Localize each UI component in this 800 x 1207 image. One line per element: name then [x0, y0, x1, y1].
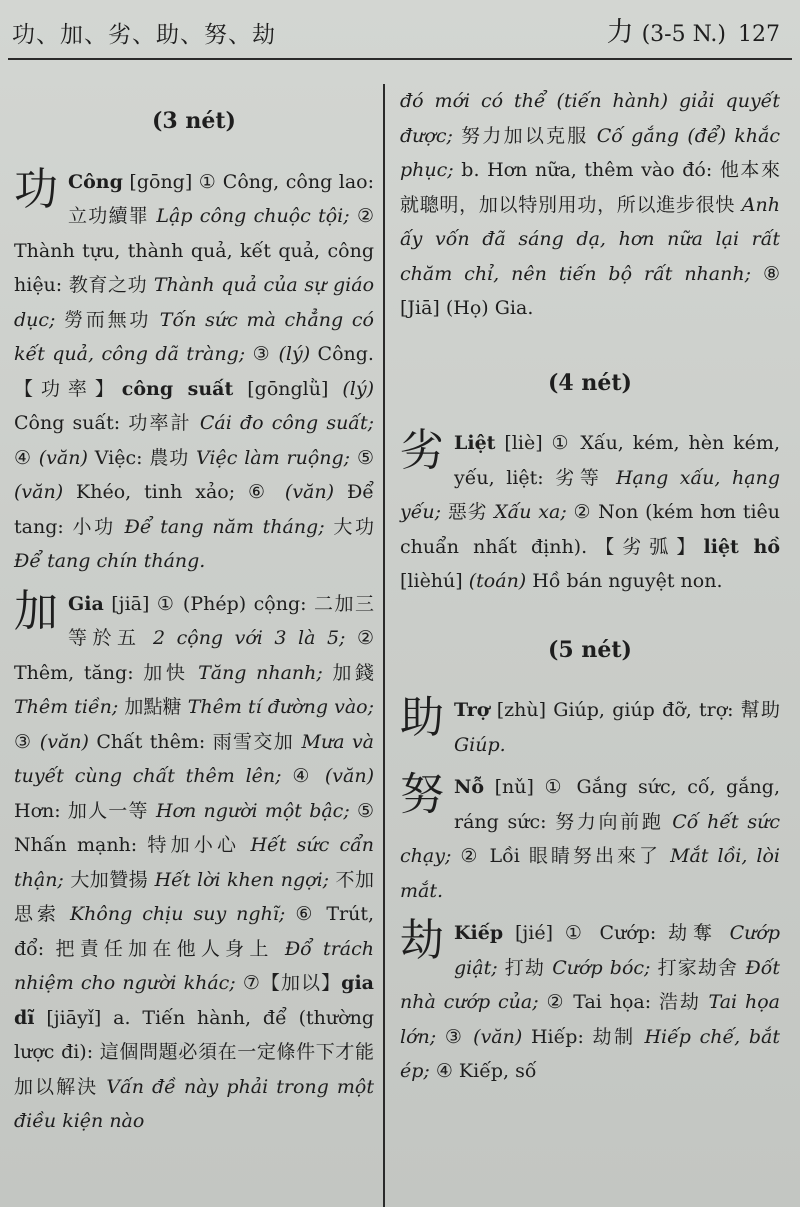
dictionary-entry: [14, 587, 374, 1139]
gloss-example: Thêm tiền;: [14, 696, 119, 718]
stroke-heading-4: (4 nét): [548, 369, 632, 396]
definition-text: [gōng] ① Công, công lao: 立功續罪: [68, 170, 374, 227]
gloss-example: Đốt nhà cướp của;: [400, 956, 780, 1013]
gloss-example: Cố hết sức chạy;: [400, 810, 780, 867]
gloss-example: (văn): [38, 446, 88, 469]
gloss-example: Hết sức cẩn thận;: [14, 834, 374, 891]
transliteration: Công: [68, 170, 123, 193]
definition-text: Để tang: 小功: [14, 481, 374, 538]
left-column: [14, 90, 374, 1147]
right-column: [400, 84, 780, 1097]
gloss-example: Hạng xấu, hạng yếu;: [400, 466, 780, 523]
gloss-example: Tốn sức mà chẳng có kết quả, công dã tràng;: [14, 308, 374, 365]
definition-text: ⑦【加以】: [235, 972, 342, 994]
gloss-example: (văn): [473, 1025, 523, 1048]
definition-text: ② Thành tựu, thành quả, kết quả, công hiệu: 教育之功: [14, 205, 374, 296]
definition-text: [lièhú]: [400, 570, 469, 592]
definition-text: 加點糖: [118, 696, 188, 718]
transliteration: Kiếp: [454, 922, 504, 944]
definition-text: 不加思索: [14, 868, 374, 925]
definition-text: 打劫: [497, 956, 553, 979]
running-header-characters: 功、加、劣、助、努、劫: [12, 22, 276, 48]
gloss-example: (văn): [284, 481, 335, 503]
entry-continuation: [400, 84, 780, 326]
dictionary-entry: [400, 693, 780, 762]
gloss-example: Không chịu suy nghĩ;: [69, 903, 286, 925]
definition-text: [gōnglǜ]: [233, 377, 343, 400]
entry-body: [400, 922, 780, 1082]
entry-body: [14, 171, 374, 573]
definition-text: [jiāyǐ] a. Tiến hành, để (thường lược đi): 這個問題必須在一定條件下才能加以解決: [14, 1006, 374, 1098]
definition-text: 大功: [324, 515, 375, 538]
dictionary-entry: [400, 916, 780, 1089]
gloss-example: Thành quả của sự giáo dục;: [14, 274, 375, 331]
gloss-example: (lý): [278, 343, 311, 365]
transliteration: Trợ: [454, 699, 490, 721]
transliteration: Gia: [68, 592, 104, 615]
entry-body: [14, 593, 374, 1133]
headword-char: 劫: [400, 915, 444, 966]
definition-text: Khéo, tinh xảo; ⑥: [63, 481, 285, 503]
gloss-example: Cướp bóc;: [552, 956, 651, 979]
transliteration: Liệt: [454, 432, 496, 454]
definition-text: Chất thêm: 雨雪交加: [88, 730, 302, 753]
gloss-example: Để tang năm tháng;: [124, 515, 325, 538]
gloss-example: Thêm tí đường vào;: [187, 696, 375, 718]
gloss-example: Đổ trách nhiệm cho người khác;: [14, 937, 374, 994]
gloss-example: Tăng nhanh;: [198, 661, 323, 684]
gloss-example: Cướp giật;: [454, 922, 780, 979]
definition-text: ② Non (kém hơn tiêu chuẩn nhất định).【劣弧】: [400, 501, 781, 558]
gloss-example: 2 cộng với 3 là 5;: [153, 627, 346, 649]
headword-char: 功: [14, 163, 58, 215]
gloss-example: Hiếp chế, bắt ép;: [400, 1025, 780, 1082]
definition-text: Hơn: 加人一等: [14, 799, 156, 822]
definition-text: Hồ bán nguyệt non.: [526, 570, 723, 592]
definition-text: ④: [14, 446, 39, 469]
gloss-example: (lý): [342, 377, 374, 400]
entry-body: [400, 776, 780, 902]
transliteration: gia dĩ: [14, 972, 374, 1029]
definition-text: ⑥ Trút, đổ: 把責任加在他人身上: [14, 903, 375, 960]
column-divider: [383, 84, 385, 1207]
gloss-example: Mắt lồi, lòi mắt.: [400, 845, 781, 902]
definition-text: ④: [281, 765, 325, 787]
definition-text: ⑤: [350, 446, 374, 469]
headword-char: 努: [400, 769, 444, 820]
gloss-example: Cái đo công suất;: [199, 412, 374, 434]
gloss-example: Anh ấy vốn đã sáng dạ, hơn nữa lại rất chăm chỉ, nên tiến bộ rất nhanh;: [400, 193, 780, 285]
gloss-example: Lập công chuộc tội;: [156, 205, 350, 227]
definition-text: ⑤ Nhấn mạnh: 特加小心: [14, 799, 375, 856]
dictionary-entry: [14, 165, 374, 579]
definition-text: Công.【功率】: [14, 343, 374, 400]
headword-char: 加: [14, 585, 58, 637]
gloss-example: Việc làm ruộng;: [195, 446, 351, 469]
page-number: 127: [738, 22, 780, 47]
headword-char: 助: [400, 692, 444, 743]
definition-text: ② Thêm, tăng: 加快: [14, 627, 374, 684]
transliteration: Nỗ: [454, 776, 485, 798]
definition-text: b. Hơn nữa, thêm vào đó: 他本來就聰明，加以特別用功，所以進步很快: [400, 159, 780, 216]
header-radical: 力: [606, 17, 634, 48]
definition-text: 大加贊揚: [63, 868, 155, 891]
gloss-example: Hơn người một bậc;: [155, 799, 350, 822]
transliteration: liệt hồ: [703, 535, 780, 558]
running-header-right: [607, 10, 780, 49]
gloss-example: Tai họa lớn;: [400, 991, 780, 1048]
definition-text: Việc: 農功: [87, 446, 196, 469]
definition-text: [nǔ] ① Gắng sức, cố, gắng, ráng sức: 努力向前跑: [454, 776, 780, 833]
definition-text: ④ Kiếp, số: [429, 1060, 537, 1082]
definition-text: ③: [14, 730, 40, 753]
gloss-example: Xấu xa;: [494, 501, 567, 523]
gloss-example: (văn): [324, 765, 374, 787]
stroke-heading-3: (3 nét): [152, 108, 236, 134]
definition-text: Công suất: 功率計: [14, 412, 200, 434]
gloss-example: Cố gắng (để) khắc phục;: [400, 124, 780, 181]
definition-text: 努力加以克服: [452, 124, 597, 147]
header-rule: [8, 58, 792, 60]
transliteration: công suất: [121, 377, 234, 400]
entry-body: [400, 432, 780, 592]
headword-char: 劣: [400, 425, 444, 476]
definition-text: Hiếp: 劫制: [522, 1025, 645, 1048]
definition-text: ② Tai họa: 浩劫: [538, 991, 709, 1013]
gloss-example: đó mới có thể (tiến hành) giải quyết được;: [400, 90, 780, 147]
definition-text: [zhù] Giúp, giúp đỡ, trợ: 幫助: [489, 699, 780, 721]
definition-text: ⑧ [Jiā] (Họ) Gia.: [400, 262, 780, 319]
gloss-example: (văn): [39, 730, 89, 753]
definition-text: 惡劣: [441, 501, 495, 523]
gloss-example: (văn): [14, 481, 64, 503]
gloss-example: Vấn đề này phải trong một điều kiện nào: [14, 1075, 375, 1132]
header-stroke-range: (3-5 N.): [641, 22, 726, 47]
definition-text: ③: [245, 343, 279, 365]
definition-text: [jié] ① Cướp: 劫奪: [503, 922, 730, 944]
dictionary-entry: [400, 770, 780, 908]
entry-body: [454, 699, 780, 756]
gloss-example: Giúp.: [454, 733, 506, 756]
definition-text: 勞而無功: [55, 308, 160, 331]
definition-text: ③: [436, 1025, 474, 1048]
definition-text: [liè] ① Xấu, kém, hèn kém, yếu, liệt: 劣等: [454, 432, 780, 489]
stroke-heading-5: (5 nét): [548, 636, 632, 663]
gloss-example: Mưa và tuyết cùng chất thêm lên;: [14, 730, 375, 787]
dictionary-entry: [400, 426, 780, 599]
definition-text: ② Lồi 眼睛努出來了: [451, 845, 671, 867]
definition-text: [jiā] ① (Phép) cộng: 二加三等於五: [68, 592, 374, 649]
gloss-example: Để tang chín tháng.: [14, 550, 206, 572]
gloss-example: (toán): [468, 570, 527, 592]
gloss-example: Hết lời khen ngợi;: [154, 868, 330, 891]
definition-text: 加錢: [322, 661, 375, 684]
definition-text: 打家劫舍: [650, 956, 746, 979]
